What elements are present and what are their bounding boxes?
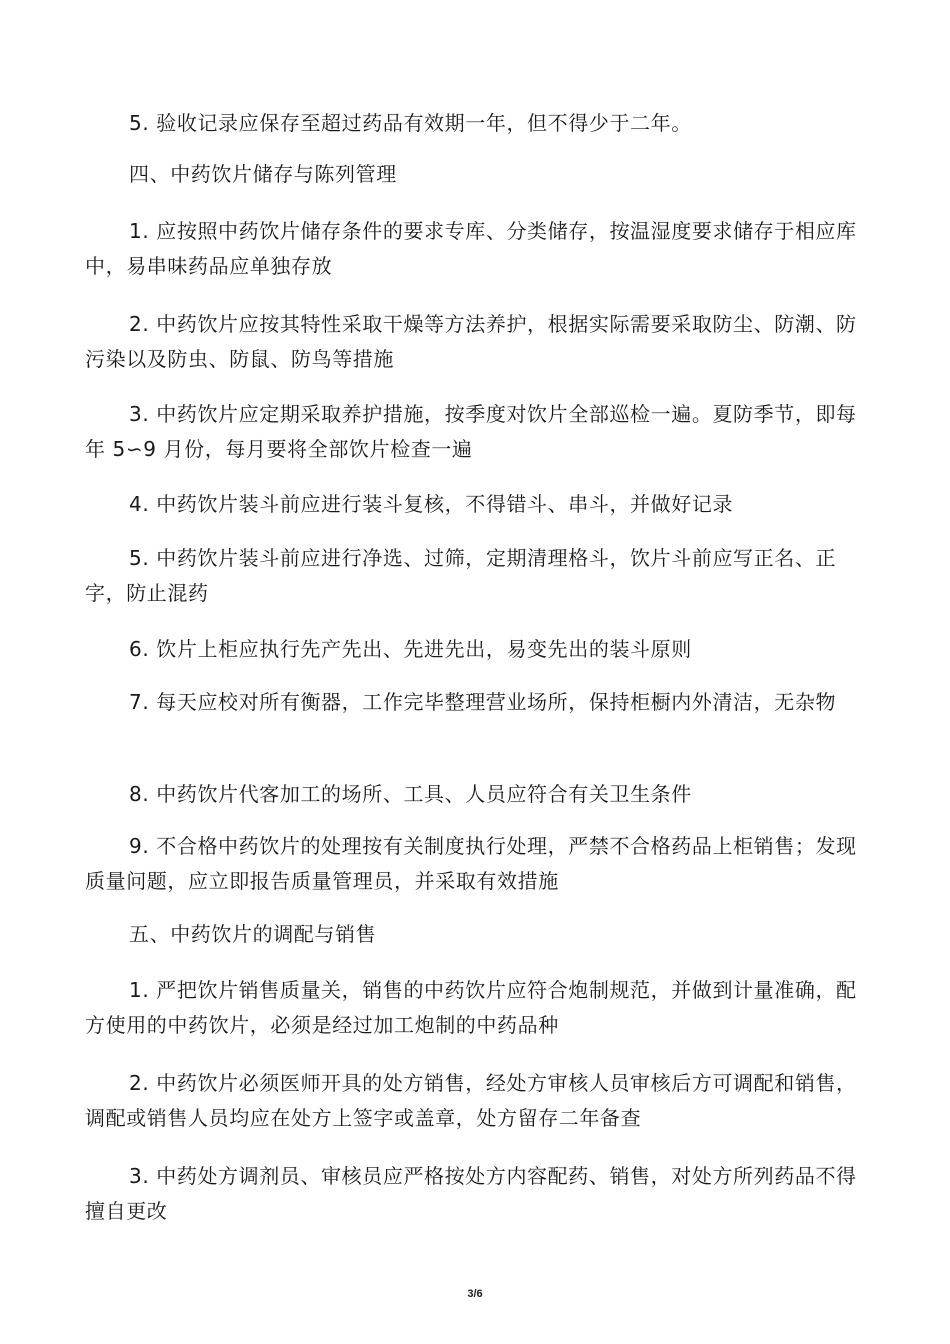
paragraph-dispensing-2: 2. 中药饮片必须医师开具的处方销售，经处方审核人员审核后方可调配和销售，调配或销售人员均应在处方上签字或盖章，处方留存二年备查: [85, 1071, 857, 1130]
paragraph-storage-8: 8. 中药饮片代客加工的场所、工具、人员应符合有关卫生条件: [129, 782, 692, 806]
paragraph-storage-2: 2. 中药饮片应按其特性采取干燥等方法养护，根据实际需要采取防尘、防潮、防污染以及防虫、防鼠、防鸟等措施: [85, 312, 857, 371]
paragraph-storage-7: 7. 每天应校对所有衡器，工作完毕整理营业场所，保持柜橱内外清洁，无杂物: [129, 690, 837, 714]
paragraph-storage-4: 4. 中药饮片装斗前应进行装斗复核，不得错斗、串斗，并做好记录: [129, 492, 734, 516]
paragraph-acceptance-record: 5. 验收记录应保存至超过药品有效期一年，但不得少于二年。: [129, 111, 692, 135]
page-number: 3/6: [467, 1288, 483, 1300]
paragraph-dispensing-3: 3. 中药处方调剂员、审核员应严格按处方内容配药、销售，对处方所列药品不得擅自更改: [85, 1164, 857, 1223]
paragraph-storage-6: 6. 饮片上柜应执行先产先出、先进先出，易变先出的装斗原则: [129, 637, 692, 661]
section-heading-dispensing: 五、中药饮片的调配与销售: [129, 922, 377, 946]
paragraph-storage-3: 3. 中药饮片应定期采取养护措施，按季度对饮片全部巡检一遍。夏防季节，即每年 5∽9 月份，每月要将全部饮片检查一遍: [85, 402, 857, 461]
paragraph-storage-9: 9. 不合格中药饮片的处理按有关制度执行处理，严禁不合格药品上柜销售；发现质量问题，应立即报告质量管理员，并采取有效措施: [85, 834, 857, 893]
section-heading-storage: 四、中药饮片储存与陈列管理: [129, 162, 397, 186]
paragraph-storage-1: 1. 应按照中药饮片储存条件的要求专库、分类储存，按温湿度要求储存于相应库中，易串味药品应单独存放: [85, 219, 857, 278]
paragraph-dispensing-1: 1. 严把饮片销售质量关，销售的中药饮片应符合炮制规范，并做到计量准确，配方使用的中药饮片，必须是经过加工炮制的中药品种: [85, 978, 857, 1037]
paragraph-storage-5: 5. 中药饮片装斗前应进行净选、过筛，定期清理格斗，饮片斗前应写正名、正字，防止混药: [85, 546, 837, 605]
